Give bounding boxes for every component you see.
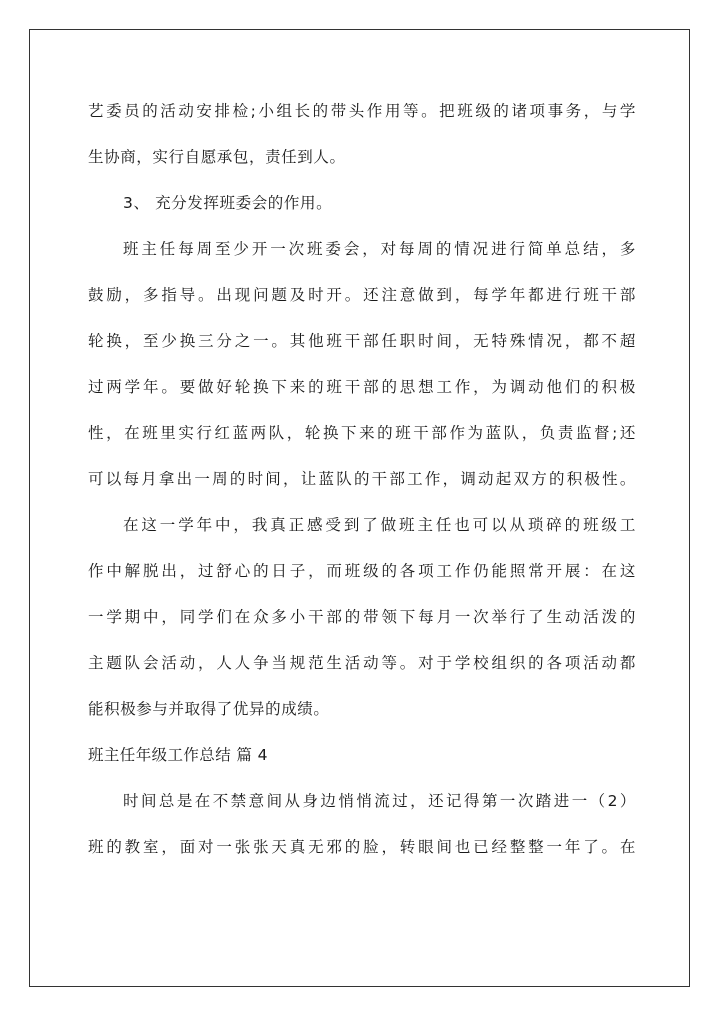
text-line: 一学期中，同学们在众多小干部的带领下每月一次举行了生动活泼的 — [88, 608, 636, 626]
paragraph-first-line: 班主任每周至少开一次班委会，对每周的情况进行简单总结，多 — [123, 240, 636, 258]
text-line: 鼓励，多指导。出现问题及时开。还注意做到，每学年都进行班干部 — [88, 286, 636, 304]
paragraph-first-line: 时间总是在不禁意间从身边悄悄流过，还记得第一次踏进一（2） — [123, 792, 636, 810]
document-body — [88, 92, 636, 874]
text-line: 主题队会活动，人人争当规范生活动等。对于学校组织的各项活动都 — [88, 654, 636, 672]
text-line: 轮换，至少换三分之一。其他班干部任职时间，无特殊情况，都不超 — [88, 332, 636, 350]
text-line: 过两学年。要做好轮换下来的班干部的思想工作，为调动他们的积极 — [88, 378, 636, 396]
text-line: 能积极参与并取得了优异的成绩。 — [88, 700, 330, 718]
text-line: 艺委员的活动安排检;小组长的带头作用等。把班级的诸项事务，与学 — [88, 102, 636, 120]
article-title: 班主任年级工作总结 篇 4 — [88, 746, 268, 764]
text-line: 生协商，实行自愿承包，责任到人。 — [88, 148, 346, 166]
text-line: 班的教室，面对一张张天真无邪的脸，转眼间也已经整整一年了。在 — [88, 838, 636, 856]
text-line: 作中解脱出，过舒心的日子，而班级的各项工作仍能照常开展：在这 — [88, 562, 636, 580]
section-heading: 3、 充分发挥班委会的作用。 — [123, 194, 333, 212]
paragraph-first-line: 在这一学年中，我真正感受到了做班主任也可以从琐碎的班级工 — [123, 516, 636, 534]
text-line: 可以每月拿出一周的时间，让蓝队的干部工作，调动起双方的积极性。 — [88, 470, 636, 488]
text-line: 性，在班里实行红蓝两队，轮换下来的班干部作为蓝队，负责监督;还 — [88, 424, 636, 442]
